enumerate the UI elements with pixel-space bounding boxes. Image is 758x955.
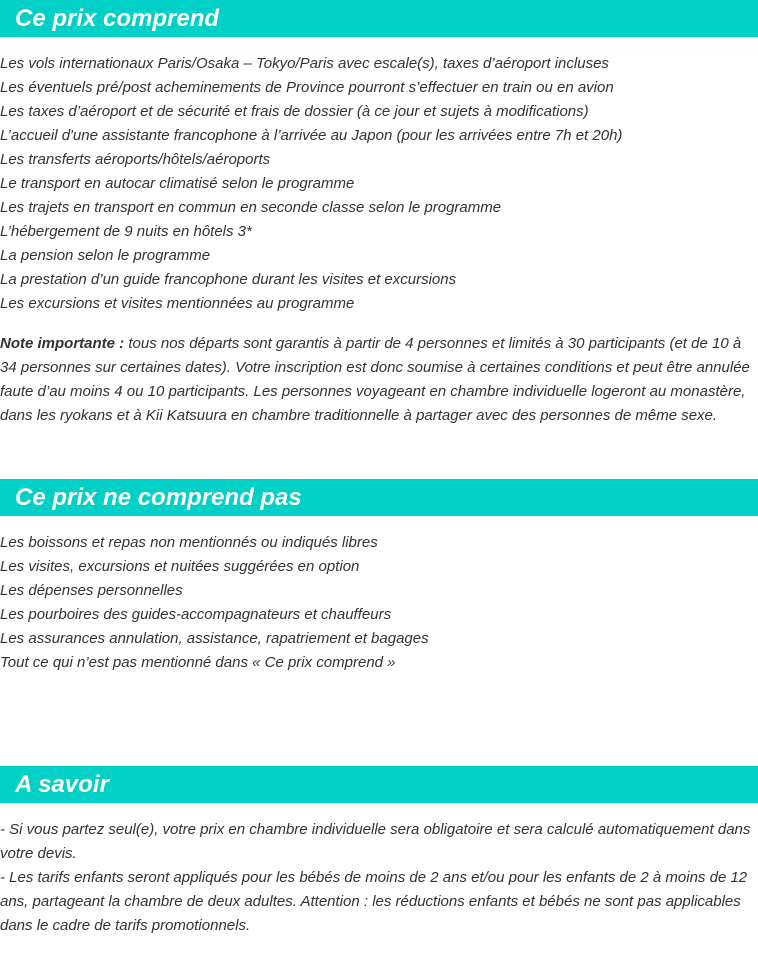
list-item: Les transferts aéroports/hôtels/aéroports <box>0 151 271 168</box>
not-included-list <box>0 531 758 675</box>
section-header-good-to-know <box>0 766 758 803</box>
list-item: Les éventuels pré/post acheminements de Province pourront s’effectuer en train ou en avion <box>0 79 614 96</box>
list-item: L’hébergement de 9 nuits en hôtels 3* <box>0 223 252 240</box>
list-item: Les dépenses personnelles <box>0 582 183 599</box>
included-list <box>0 52 758 316</box>
list-item: Les assurances annulation, assistance, rapatriement et bagages <box>0 630 429 647</box>
important-note-text: tous nos départs sont garantis à partir de 4 personnes et limités à 30 participants (et de 10 à 34 personnes sur certaines dates). Votre inscription est donc soumise à certaines conditions et peut être annulée faute d’au moins 4 ou 10 participants. Les personnes voyageant en chambre individuelle logeront au monastère, dans les ryokans et à Kii Katsuura en chambre traditionnelle à partager avec des personnes de même sexe. <box>0 335 750 424</box>
list-item: Les visites, excursions et nuitées suggérées en option <box>0 558 360 575</box>
list-item: Les vols internationaux Paris/Osaka – Tokyo/Paris avec escale(s), taxes d’aéroport incluses <box>0 55 609 72</box>
list-item: Les excursions et visites mentionnées au programme <box>0 295 355 312</box>
good-to-know-paragraph: - Les tarifs enfants seront appliqués pour les bébés de moins de 2 ans et/ou pour les enfants de 2 à moins de 12 ans, partageant la chambre de deux adultes. Attention : les réductions enfants et bébés ne sont pas applicables dans le cadre de tarifs promotionnels. <box>0 869 748 934</box>
list-item: La pension selon le programme <box>0 247 211 264</box>
important-note <box>0 332 754 428</box>
section-header-included <box>0 0 758 37</box>
important-note-label: Note importante : <box>0 335 125 352</box>
list-item: Les pourboires des guides-accompagnateurs et chauffeurs <box>0 606 392 623</box>
section-title-not-included: Ce prix ne comprend pas <box>15 484 302 511</box>
list-item: Le transport en autocar climatisé selon le programme <box>0 175 355 192</box>
good-to-know-paragraph: - Si vous partez seul(e), votre prix en chambre individuelle sera obligatoire et sera calculé automatiquement dans votre devis. <box>0 821 751 862</box>
section-title-included: Ce prix comprend <box>15 5 220 32</box>
list-item: Les boissons et repas non mentionnés ou indiqués libres <box>0 534 378 551</box>
section-header-not-included <box>0 479 758 516</box>
list-item: Les taxes d’aéroport et de sécurité et frais de dossier (à ce jour et sujets à modifications) <box>0 103 589 120</box>
list-item: Les trajets en transport en commun en seconde classe selon le programme <box>0 199 502 216</box>
list-item: L’accueil d'une assistante francophone à l’arrivée au Japon (pour les arrivées entre 7h et 20h) <box>0 127 623 144</box>
section-title-good-to-know: A savoir <box>15 771 109 798</box>
list-item: La prestation d’un guide francophone durant les visites et excursions <box>0 271 457 288</box>
list-item: Tout ce qui n’est pas mentionné dans « Ce prix comprend » <box>0 654 396 671</box>
